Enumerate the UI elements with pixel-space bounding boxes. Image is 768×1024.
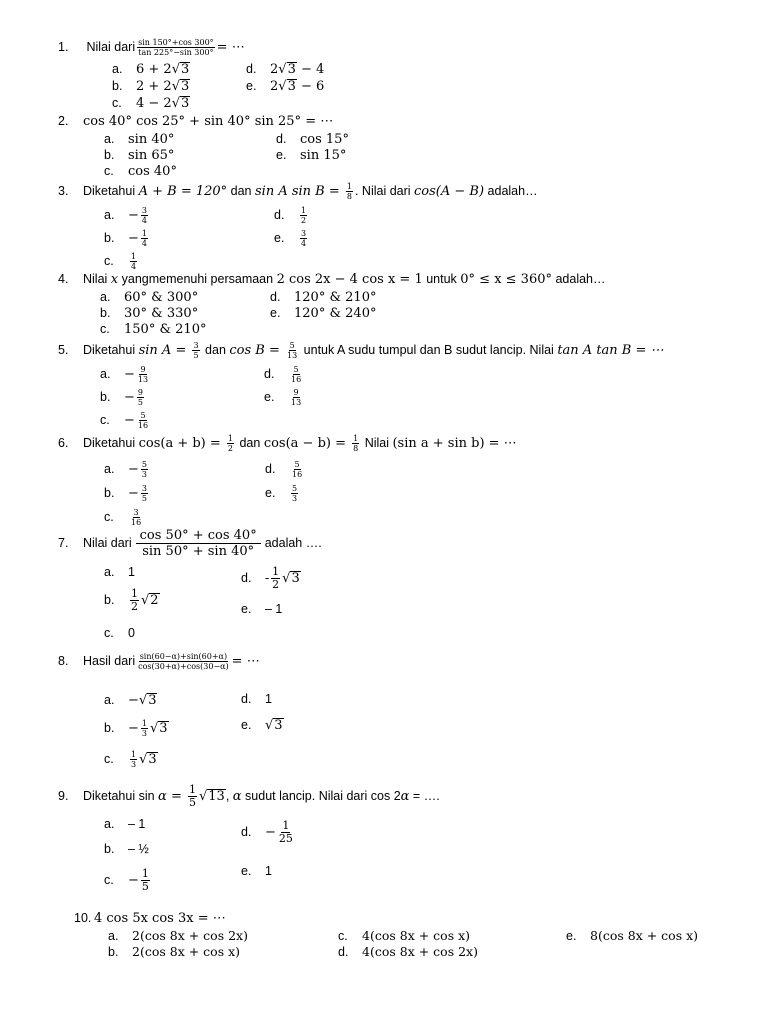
option-d[interactable]: d. 2 √ 3 − 4 (246, 62, 325, 77)
option-d[interactable]: d. − $\frac{1}{25}$ (241, 819, 293, 845)
option-c[interactable]: c. 4(cos 8x + cos x) (338, 928, 471, 943)
option-b[interactable]: b. $\frac{1}{2}$ √ 2 (104, 587, 159, 613)
option-a[interactable]: a. − √ 3 (104, 693, 157, 708)
question-3: 3. Diketahui A + B = 120° dan sin A sin B = $\frac{1}{8}$ . Nilai dari cos(A − B) adalah… (58, 182, 538, 201)
option-a[interactable]: a. – 1 (104, 817, 146, 831)
question-5: 5. Diketahui sin A = $\frac{3}{5}$ dan cos B = $\frac{5}{13}$ untuk A sudu tumpul dan B sudut lancip. Nilai tan A tan B = ⋯ (58, 341, 664, 360)
option-a[interactable]: a. 1 (104, 565, 135, 579)
question-8: 8. Hasil dari $\frac{\sin(60-\alpha)+\sin(60+\alpha)}{\cos(30+\alpha)+\cos(30-\alpha)}$ = ⋯ (58, 652, 260, 671)
option-e[interactable]: e. 120° & 240° (270, 306, 377, 321)
option-c[interactable]: c. $\frac{1}{3}$ √ 3 (104, 750, 157, 769)
option-d[interactable]: d. 4(cos 8x + cos 2x) (338, 944, 478, 959)
question-10: 10. 4 cos 5x cos 3x = ⋯ (74, 911, 226, 926)
option-d[interactable]: d. $\frac{1}{2}$ (274, 206, 307, 225)
option-d[interactable]: d. $\frac{5}{16}$ (264, 365, 302, 384)
option-c[interactable]: c. − $\frac{5}{16}$ (100, 411, 149, 430)
option-a[interactable]: a. − $\frac{3}{4}$ (104, 206, 147, 225)
option-b[interactable]: b. − $\frac{1}{4}$ (104, 229, 147, 248)
question-4: 4. Nilai x yangmemenuhi persamaan 2 cos 2x − 4 cos x = 1 untuk 0° ≤ x ≤ 360° adalah… (58, 272, 606, 287)
option-e[interactable]: e. sin 15° (276, 148, 347, 163)
fraction: $\frac{\sin 150^\circ+\cos 300^\circ}{\tan 225^\circ-\sin 300^\circ}$ (138, 38, 214, 57)
option-d[interactable]: d. $\frac{5}{16}$ (265, 460, 303, 479)
option-d[interactable]: d. 120° & 210° (270, 290, 377, 305)
option-b[interactable]: b. – ½ (104, 842, 149, 856)
option-b[interactable]: b. sin 65° (104, 148, 175, 163)
option-a[interactable]: a. 6 + 2 √ 3 (112, 62, 190, 77)
option-c[interactable]: c. $\frac{1}{4}$ (104, 252, 137, 271)
option-e[interactable]: e. 8(cos 8x + cos x) (566, 928, 699, 943)
option-b[interactable]: b. 2 + 2 √ 3 (112, 79, 190, 94)
option-d[interactable]: d. cos 15° (276, 132, 349, 147)
option-b[interactable]: b. − $\frac{3}{5}$ (104, 484, 147, 503)
option-e[interactable]: e. – 1 (241, 602, 283, 616)
option-b[interactable]: b. 30° & 330° (100, 306, 199, 321)
option-a[interactable]: a. 2(cos 8x + cos 2x) (108, 928, 248, 943)
option-a[interactable]: a. sin 40° (104, 132, 175, 147)
option-e[interactable]: e. 2 √ 3 − 6 (246, 79, 325, 94)
option-c[interactable]: c. − $\frac{1}{5}$ (104, 867, 149, 893)
option-c[interactable]: c. 150° & 210° (100, 322, 207, 337)
question-7: 7. Nilai dari $\frac{\cos 50^\circ + \cos 40^\circ}{\sin 50^\circ + \sin 40^\circ}$ adalah …. (58, 528, 322, 559)
option-b[interactable]: b. 2(cos 8x + cos x) (108, 944, 241, 959)
question-6: 6. Diketahui cos(a + b) = $\frac{1}{2}$ dan cos(a − b) = $\frac{1}{8}$ Nilai (sin a + sin b) = ⋯ (58, 434, 517, 453)
option-e[interactable]: e. √ 3 (241, 718, 283, 733)
option-a[interactable]: a. 60° & 300° (100, 290, 199, 305)
option-c[interactable]: c. 0 (104, 626, 135, 640)
option-c[interactable]: c. 4 − 2 √ 3 (112, 96, 190, 111)
option-e[interactable]: e. 1 (241, 864, 272, 878)
option-b[interactable]: b. − $\frac{1}{3}$ √ 3 (104, 719, 168, 738)
option-c[interactable]: c. cos 40° (104, 164, 177, 179)
option-d[interactable]: d. - $\frac{1}{2}$ √ 3 (241, 565, 300, 591)
option-e[interactable]: e. $\frac{3}{4}$ (274, 229, 307, 248)
option-c[interactable]: c. $\frac{3}{16}$ (104, 508, 142, 527)
option-b[interactable]: b. − $\frac{9}{5}$ (100, 388, 143, 407)
option-d[interactable]: d. 1 (241, 692, 272, 706)
option-a[interactable]: a. − $\frac{5}{3}$ (104, 460, 147, 479)
question-9: 9. Diketahui sin α = $\frac{1}{5}$ √ 13 , α sudut lancip. Nilai dari cos 2α = …. (58, 783, 440, 809)
option-e[interactable]: e. $\frac{9}{13}$ (264, 388, 302, 407)
question-2: 2. cos 40° cos 25° + sin 40° sin 25° = ⋯ (58, 114, 334, 129)
question-1: 1. Nilai dari $\frac{\sin 150^\circ+\cos 300^\circ}{\tan 225^\circ-\sin 300^\circ}$ = ⋯ (58, 38, 245, 57)
option-e[interactable]: e. $\frac{5}{3}$ (265, 484, 298, 503)
option-a[interactable]: a. − $\frac{9}{13}$ (100, 365, 149, 384)
